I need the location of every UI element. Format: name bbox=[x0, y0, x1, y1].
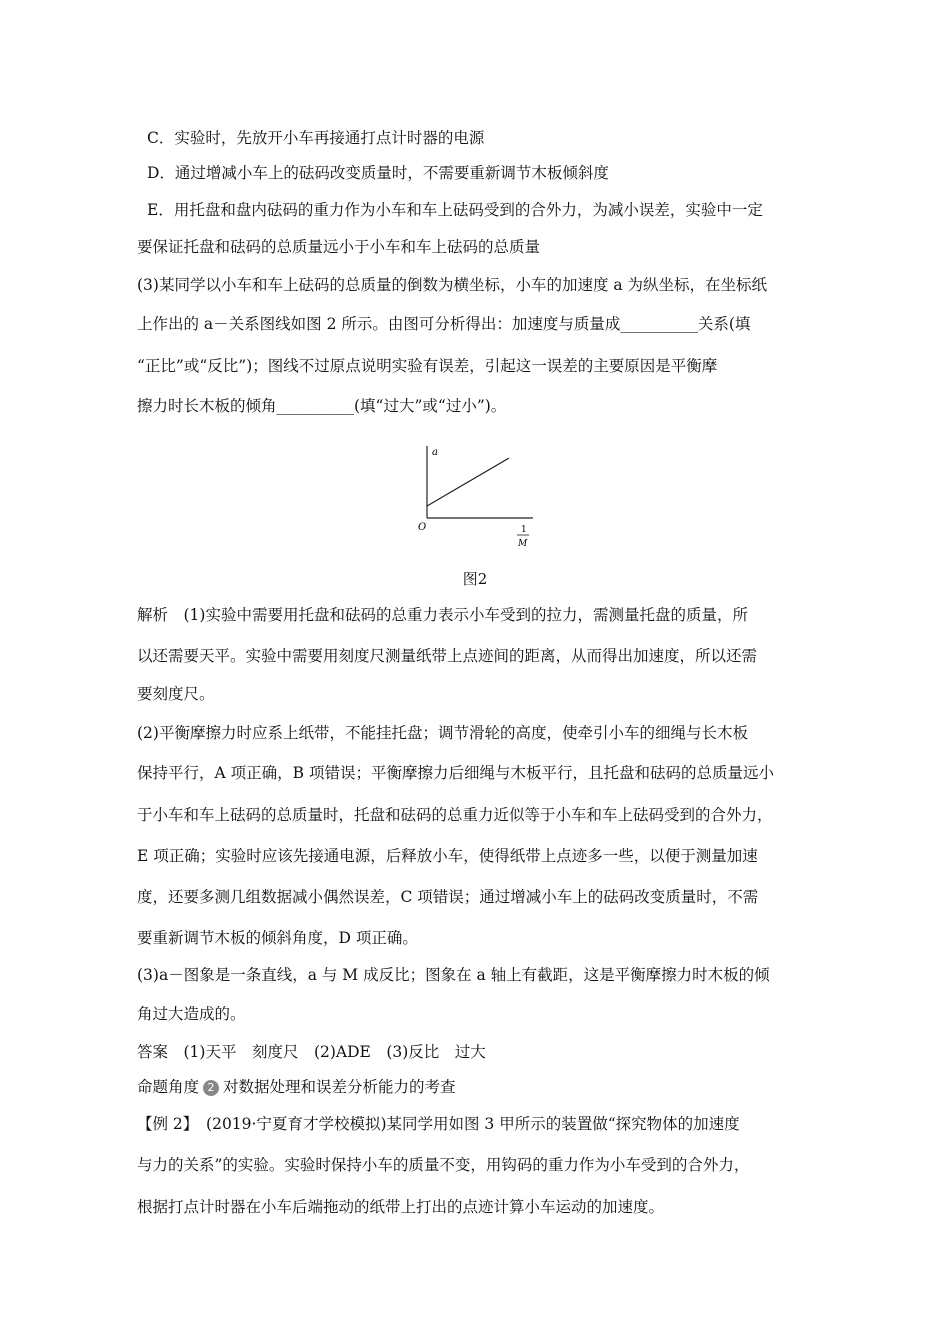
analysis-line5: 保持平行，A 项正确，B 项错误；平衡摩擦力后细绳与木板平行，且托盘和砝码的总质量远小 bbox=[137, 764, 774, 782]
figure-2-graph bbox=[405, 438, 545, 556]
option-e-line1: E．用托盘和盘内砝码的重力作为小车和车上砝码受到的合外力，为减小误差，实验中一定 bbox=[147, 201, 763, 219]
analysis-line9: 要重新调节木板的倾斜角度，D 项正确。 bbox=[137, 929, 418, 947]
question3-line4: 擦力时长木板的倾角__________(填“过大”或“过小”)。 bbox=[137, 397, 507, 415]
option-c: C．实验时，先放开小车再接通打点计时器的电源 bbox=[147, 129, 485, 147]
analysis-line8: 度，还要多测几组数据减小偶然误差，C 项错误；通过增减小车上的砝码改变质量时，不需 bbox=[137, 888, 759, 906]
x-axis-label-denominator: M bbox=[518, 539, 528, 549]
option-e-line2: 要保证托盘和砝码的总质量远小于小车和车上砝码的总质量 bbox=[137, 238, 541, 256]
question3-line1: (3)某同学以小车和车上砝码的总质量的倒数为横坐标，小车的加速度 a 为纵坐标，在坐标纸 bbox=[137, 276, 768, 294]
answer-line: 答案 (1)天平 刻度尺 (2)ADE (3)反比 过大 bbox=[137, 1043, 486, 1061]
angle-number-badge: 2 bbox=[203, 1080, 219, 1096]
analysis-line4: (2)平衡摩擦力时应系上纸带，不能挂托盘；调节滑轮的高度，使牵引小车的细绳与长木板 bbox=[137, 724, 748, 742]
analysis-line7: E 项正确；实验时应该先接通电源，后释放小车，使得纸带上点迹多一些，以便于测量加速 bbox=[137, 847, 758, 865]
analysis-line6: 于小车和车上砝码的总质量时，托盘和砝码的总重力近似等于小车和车上砝码受到的合外力， bbox=[137, 806, 773, 824]
angle-text: 对数据处理和误差分析能力的考查 bbox=[223, 1078, 456, 1096]
option-d: D．通过增减小车上的砝码改变质量时，不需要重新调节木板倾斜度 bbox=[147, 164, 609, 182]
angle-heading bbox=[137, 1076, 830, 1098]
origin-label: O bbox=[418, 522, 427, 533]
analysis-line10: (3)a－图象是一条直线，a 与 M 成反比；图象在 a 轴上有截距，这是平衡摩擦力时木板的倾 bbox=[137, 966, 770, 984]
analysis-line1: 解析 (1)实验中需要用托盘和砝码的总重力表示小车受到的拉力，需测量托盘的质量，所 bbox=[137, 606, 748, 624]
example2-line1: 【例 2】 (2019·宁夏育才学校模拟)某同学用如图 3 甲所示的装置做“探究物体的加速度 bbox=[137, 1115, 740, 1133]
data-line bbox=[427, 458, 509, 506]
analysis-line3: 要刻度尺。 bbox=[137, 685, 215, 703]
y-axis-label: a bbox=[432, 447, 438, 458]
example2-line3: 根据打点计时器在小车后端拖动的纸带上打出的点迹计算小车运动的加速度。 bbox=[137, 1198, 665, 1216]
x-axis-label-numerator: 1 bbox=[521, 525, 527, 535]
analysis-line11: 角过大造成的。 bbox=[137, 1005, 246, 1023]
question3-line3: “正比”或“反比”)；图线不过原点说明实验有误差，引起这一误差的主要原因是平衡摩 bbox=[137, 357, 718, 375]
figure-caption: 图2 bbox=[462, 570, 488, 588]
analysis-line2: 以还需要天平。实验中需要用刻度尺测量纸带上点迹间的距离，从而得出加速度，所以还需 bbox=[137, 647, 758, 665]
angle-prefix: 命题角度 bbox=[137, 1078, 200, 1096]
question3-line2: 上作出的 a－关系图线如图 2 所示。由图可分析得出：加速度与质量成__________关系(填 bbox=[137, 315, 751, 333]
example2-line2: 与力的关系”的实验。实验时保持小车的质量不变，用钩码的重力作为小车受到的合外力， bbox=[137, 1156, 750, 1174]
